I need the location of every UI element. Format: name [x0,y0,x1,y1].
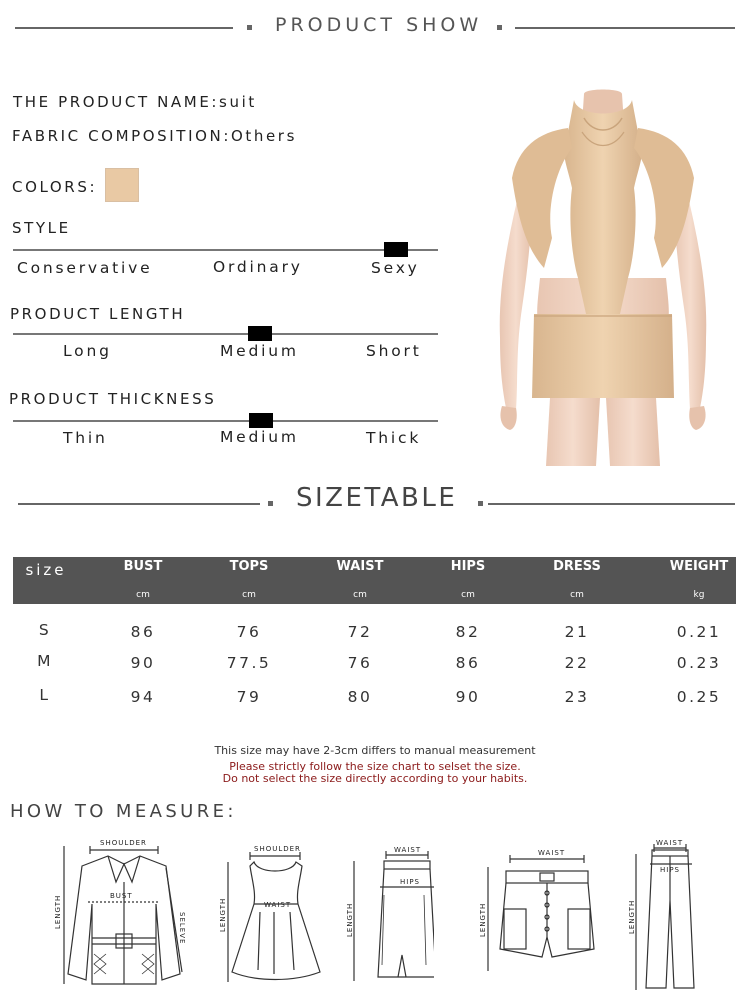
unit-weight: kg [693,590,705,600]
header-bullet-right [497,25,502,30]
pants-waist-label: WAIST [656,839,684,847]
table-row-l-size: L [39,686,51,704]
thickness-option-thick: Thick [366,429,422,447]
skirt-measure-diagram [344,845,434,985]
skirt-hips-label: HIPS [400,878,420,886]
color-swatch[interactable] [105,168,139,202]
col-header-weight: WEIGHT [669,559,729,574]
how-to-measure-title: HOW TO MEASURE: [10,801,237,822]
length-selected-marker [248,326,272,341]
table-row-m-size: M [37,652,53,670]
shorts-measure-diagram [476,845,611,975]
style-selected-marker [384,242,408,257]
table-row-l-waist: 80 [347,688,373,706]
table-row-m-waist: 76 [347,654,373,672]
sizetable-title: SIZETABLE [296,483,458,513]
header-bullet-left [247,25,252,30]
pants-hips-label: HIPS [660,866,680,874]
table-row-l-hips: 90 [455,688,481,706]
col-header-dress: DRESS [553,559,601,574]
unit-hips: cm [461,590,475,600]
col-header-size: size [25,561,67,579]
style-option-ordinary: Ordinary [213,258,303,276]
measurement-note: This size may have 2-3cm differs to manual measurement [214,744,536,757]
thickness-scale-line [13,420,438,422]
col-header-tops: TOPS [229,559,269,574]
sizetable-rule-left [18,503,260,505]
table-row-s-tops: 76 [236,623,262,641]
jacket-shoulder-label: SHOULDER [100,839,147,847]
dress-measure-diagram [214,840,326,985]
sizetable-bullet-left [268,501,273,506]
skirt-length-label: LENGTH [346,902,354,937]
thickness-option-thin: Thin [63,429,108,447]
table-row-m-hips: 86 [455,654,481,672]
dress-shoulder-label: SHOULDER [254,845,301,853]
dress-length-label: LENGTH [219,897,227,932]
length-option-medium: Medium [220,342,299,360]
habit-warning: Do not select the size directly according to your habits. [222,772,528,785]
thickness-selected-marker [249,413,273,428]
jacket-measure-diagram [48,834,198,992]
table-row-s-bust: 86 [130,623,156,641]
product-name: THE PRODUCT NAME:suit [13,93,257,111]
shorts-waist-label: WAIST [538,849,566,857]
unit-dress: cm [570,590,584,600]
sizetable-bullet-right [478,501,483,506]
col-header-bust: BUST [123,559,163,574]
length-title: PRODUCT LENGTH [10,305,186,323]
length-scale-line [13,333,438,335]
table-row-m-tops: 77.5 [226,654,272,672]
thickness-option-medium: Medium [220,428,299,446]
header-rule-right [515,27,735,29]
colors-label: COLORS: [12,178,98,196]
table-row-s-dress: 21 [564,623,590,641]
thickness-title: PRODUCT THICKNESS [9,390,217,408]
col-header-hips: HIPS [450,559,486,574]
table-row-m-bust: 90 [130,654,156,672]
unit-waist: cm [353,590,367,600]
style-scale-line [13,249,438,251]
size-chart-warning: Please strictly follow the size chart to selset the size. [229,760,521,773]
unit-bust: cm [136,590,150,600]
table-row-s-weight: 0.21 [676,623,722,641]
shorts-length-label: LENGTH [479,902,487,937]
jacket-sleeve-label: SELEVE [178,912,186,945]
style-option-conservative: Conservative [17,259,153,277]
table-row-l-bust: 94 [130,688,156,706]
style-title: STYLE [12,219,71,237]
jacket-length-label: LENGTH [54,894,62,929]
style-option-sexy: Sexy [371,259,420,277]
jacket-bust-label: BUST [110,892,133,900]
pants-length-label: LENGTH [628,899,636,934]
page-title: PRODUCT SHOW [275,14,483,36]
table-row-l-weight: 0.25 [676,688,722,706]
table-row-l-dress: 23 [564,688,590,706]
product-photo [488,88,718,466]
skirt-waist-label: WAIST [394,846,422,854]
table-row-m-weight: 0.23 [676,654,722,672]
col-header-waist: WAIST [336,559,384,574]
table-row-s-hips: 82 [455,623,481,641]
table-row-m-dress: 22 [564,654,590,672]
table-row-l-tops: 79 [236,688,262,706]
unit-tops: cm [242,590,256,600]
table-row-s-size: S [38,621,52,639]
length-option-short: Short [366,342,422,360]
length-option-long: Long [63,342,112,360]
fabric-composition: FABRIC COMPOSITION:Others [12,127,297,145]
table-row-s-waist: 72 [347,623,373,641]
pants-measure-diagram [624,838,704,993]
sizetable-rule-right [488,503,735,505]
header-rule-left [15,27,233,29]
dress-waist-label: WAIST [264,901,292,909]
